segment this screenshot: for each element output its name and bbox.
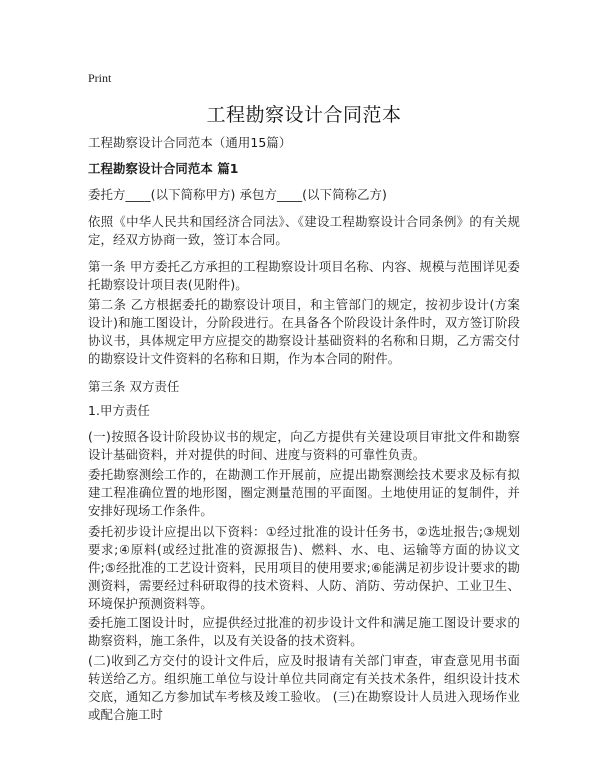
paragraph-article-2: 第二条 乙方根据委托的勘察设计项目，和主管部门的规定，按初步设计(方案设计)和施工图设计，分阶段进行。在具备各个阶段设计条件时，双方签订阶段协议书，具体规定甲方应提交的勘察设计基础资料的名称和日期，乙方需交付的勘察设计文件资料的名称和日期，作为本合同的附件。 [88,297,520,366]
paragraph-construction-design: 委托施工图设计时，应提供经过批准的初步设计文件和满足施工图设计要求的勘察资料，施工条件，以及有关设备的技术资料。 [88,615,520,648]
paragraph-preliminary-design: 委托初步设计应提出以下资料：①经过批准的设计任务书，②选址报告;③规划要求;④原料(或经过批准的资源报告)、燃料、水、电、运输等方面的协议文件;⑤经批准的工艺设计资料，民用项目的使用要求;⑥能满足初步设计要求的勘测资料，需要经过科研取得的技术资料、人防、消防、劳动保护、工业卫生、环境保护预测资料等。 [88,524,520,611]
paragraph-duty-2: (二)收到乙方交付的设计文件后，应及时报请有关部门审查，审查意见用书面转送给乙方。组织施工单位与设计单位共同商定有关技术条件，组织设计技术交底，通知乙方参加试车考核及竣工验收。 (三)在勘察设计人员进入现场作业或配合施工时 [88,653,520,722]
paragraph-duty-1: (一)按照各设计阶段协议书的规定，向乙方提供有关建设项目审批文件和勘察设计基础资料，并对提供的时间、进度与资料的可靠性负责。 [88,429,520,462]
document-title: 工程勘察设计合同范本 [206,104,402,126]
paragraph-parties: 委托方____(以下简称甲方) 承包方____(以下简称乙方) [88,187,387,202]
section-heading: 工程勘察设计合同范本 篇1 [88,161,239,176]
paragraph-article-3: 第三条 双方责任 [88,379,180,394]
paragraph-survey: 委托勘察测绘工作的，在勘测工作开展前，应提出勘察测绘技术要求及标有拟建工程准确位置的地形图，圈定测量范围的平面图。土地使用证的复制件，并安排好现场工作条件。 [88,467,520,518]
paragraph-article-1: 第一条 甲方委托乙方承担的工程勘察设计项目名称、内容、规模与范围详见委托勘察设计项目表(见附件)。 [88,259,520,292]
paragraph-party-a-duties: 1.甲方责任 [88,403,150,418]
document-subtitle: 工程勘察设计合同范本（通用15篇） [88,135,292,150]
print-label: Print [88,71,112,85]
paragraph-basis: 依照《中华人民共和国经济合同法》、《建设工程勘察设计合同条例》的有关规定，经双方协商一致，签订本合同。 [88,214,520,247]
